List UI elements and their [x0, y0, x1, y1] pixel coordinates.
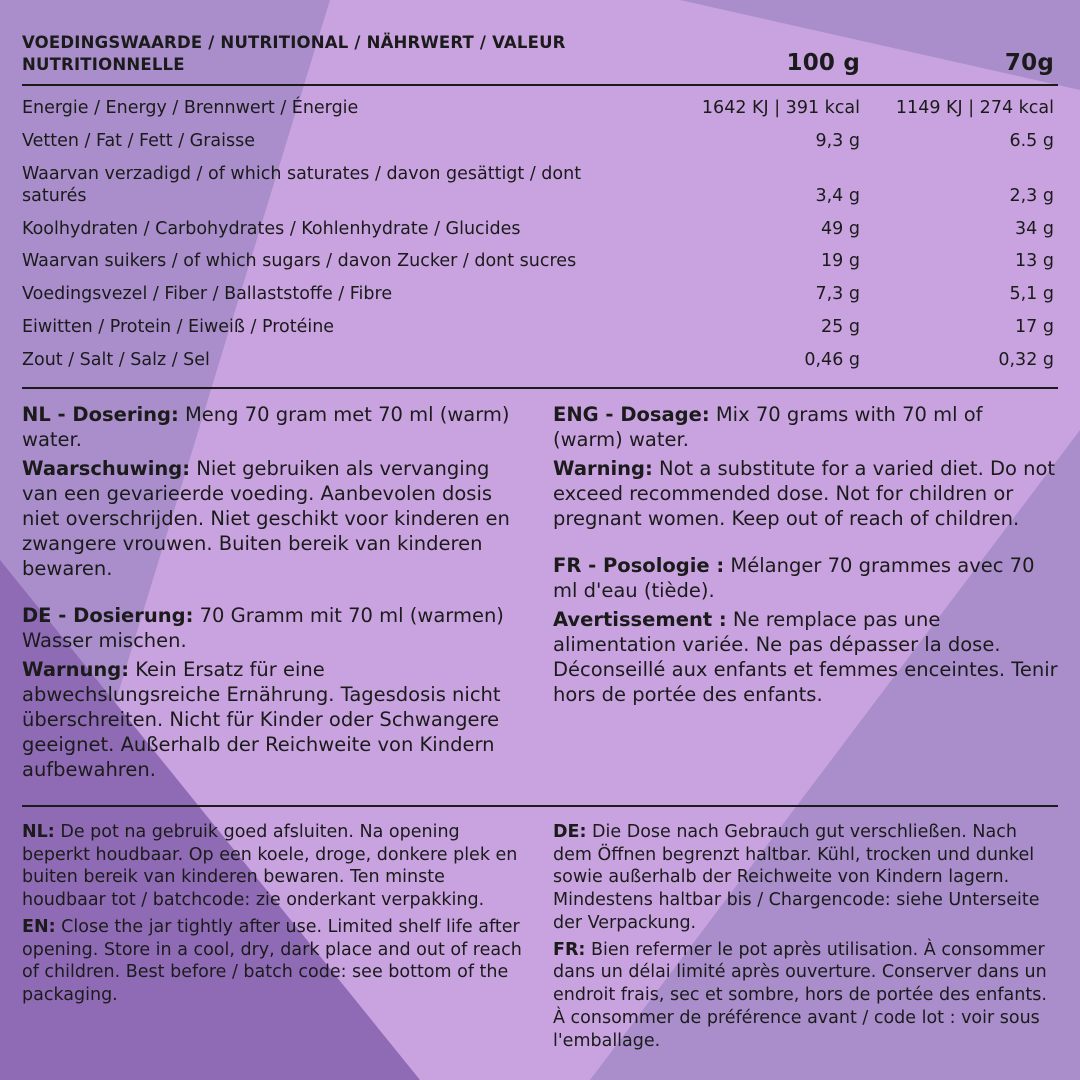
warning-nl-text: Niet gebruiken als vervanging van een gevarieerde voeding. Aanbevolen dosis niet overschrijden. Niet geschikt voor kinderen en zwangere vrouwen. Buiten bereik van kinderen bewaren.	[22, 457, 510, 581]
table-row	[22, 213, 1058, 246]
nutrient-value-70g: 6.5 g	[1009, 130, 1054, 151]
nutrient-label: Koolhydraten / Carbohydrates / Kohlenhydrate / Glucides	[22, 218, 521, 239]
nutrient-value-100g: 49 g	[821, 218, 860, 239]
storage-en	[22, 916, 527, 1007]
nutrient-label: Waarvan suikers / of which sugars / davon Zucker / dont sucres	[22, 251, 577, 272]
storage-de-text: Die Dose nach Gebrauch gut verschließen. Nach dem Öffnen begrenzt haltbar. Kühl, trocken und dunkel sowie außerhalb der Reichweite von Kindern lagern. Mindestens haltbar bis / Chargencode: siehe Unterseite der Verpackung.	[553, 821, 1040, 933]
warning-de-text: Kein Ersatz für eine abwechslungsreiche Ernährung. Tagesdosis nicht überschreiten. Nicht für Kinder oder Schwangere geeignet. Außerhalb der Reichweite von Kindern aufbewahren.	[22, 657, 501, 781]
warning-nl-title: Waarschuwing:	[22, 457, 191, 481]
divider-after-table	[22, 387, 1058, 389]
warning-de-title: Warnung:	[22, 657, 129, 681]
storage-nl-title: NL:	[22, 821, 55, 842]
dosage-nl	[22, 403, 527, 453]
table-row	[22, 158, 1058, 213]
nutrient-value-70g: 0,32 g	[998, 350, 1054, 371]
storage-en-title: EN:	[22, 916, 56, 937]
storage-fr	[553, 939, 1058, 1053]
dosage-eng-text: Mix 70 grams with 70 ml of (warm) water.	[553, 403, 983, 452]
nutrient-value-100g: 3,4 g	[815, 185, 860, 206]
nutrient-value-70g: 2,3 g	[1009, 185, 1054, 206]
dosage-eng-title: ENG - Dosage:	[553, 403, 710, 427]
storage-column-left	[22, 821, 527, 1057]
nutrient-value-70g: 5,1 g	[1009, 284, 1054, 305]
dosage-nl-text: Meng 70 gram met 70 ml (warm) water.	[22, 403, 510, 452]
nutrition-header-col-100g: 100 g	[786, 50, 860, 77]
nutrient-label: Waarvan verzadigd / of which saturates / davon gesättigt / dont saturés	[22, 163, 582, 206]
storage-en-text: Close the jar tightly after use. Limited shelf life after opening. Store in a cool, dry, dark place and out of reach of children. Best before / batch code: see bottom of the packaging.	[22, 916, 522, 1005]
nutrition-table	[22, 26, 1058, 377]
warning-fr-title: Avertissement :	[553, 608, 727, 632]
nutrient-label: Eiwitten / Protein / Eiweiß / Protéine	[22, 317, 335, 338]
nutrition-header-label: VOEDINGSWAARDE / NUTRITIONAL / NÄHRWERT / VALEUR NUTRITIONNELLE	[22, 32, 566, 74]
storage-section	[22, 821, 1058, 1057]
warning-fr-text: Ne remplace pas une alimentation variée. Ne pas dépasser la dose. Déconseillé aux enfants et femmes enceintes. Tenir hors de portée des enfants.	[553, 608, 1058, 706]
nutrition-header-row	[22, 26, 1058, 85]
dosage-de-title: DE - Dosierung:	[22, 604, 194, 628]
warning-eng-title: Warning:	[553, 457, 653, 481]
storage-fr-text: Bien refermer le pot après utilisation. À consommer dans un délai limité après ouverture. Conserver dans un endroit frais, sec et sombre, hors de portée des enfants. À consommer de préférence avant / code lot : voir sous l'emballage.	[553, 939, 1047, 1051]
nutrient-value-70g: 34 g	[1015, 218, 1054, 239]
table-row	[22, 246, 1058, 279]
warning-de	[22, 658, 527, 783]
nutrition-table-head	[22, 26, 1058, 85]
nutrient-value-70g: 1149 KJ | 274 kcal	[895, 98, 1054, 119]
nutrition-table-body	[22, 85, 1058, 377]
storage-column-right	[553, 821, 1058, 1057]
warning-eng	[553, 457, 1058, 532]
warning-eng-text: Not a substitute for a varied diet. Do not exceed recommended dose. Not for children or pregnant women. Keep out of reach of children.	[553, 457, 1056, 531]
dosage-column-left	[22, 403, 527, 786]
table-row	[22, 345, 1058, 378]
table-row	[22, 312, 1058, 345]
storage-de-title: DE:	[553, 821, 587, 842]
dosage-nl-title: NL - Dosering:	[22, 403, 179, 427]
nutrient-value-100g: 9,3 g	[815, 130, 860, 151]
table-row	[22, 125, 1058, 158]
nutrient-label: Energie / Energy / Brennwert / Énergie	[22, 98, 359, 119]
table-row	[22, 279, 1058, 312]
divider-before-storage	[22, 805, 1058, 807]
nutrient-value-100g: 1642 KJ | 391 kcal	[701, 98, 860, 119]
dosage-de-text: 70 Gramm mit 70 ml (warmen) Wasser mischen.	[22, 604, 504, 653]
dosage-fr	[553, 554, 1058, 604]
storage-nl	[22, 821, 527, 912]
storage-fr-title: FR:	[553, 939, 586, 960]
dosage-de	[22, 604, 527, 654]
warning-nl	[22, 457, 527, 582]
storage-nl-text: De pot na gebruik goed afsluiten. Na opening beperkt houdbaar. Op een koele, droge, donkere plek en buiten bereik van kinderen bewaren. Ten minste houdbaar tot / batchcode: zie onderkant verpakking.	[22, 821, 518, 910]
nutrient-value-70g: 17 g	[1015, 317, 1054, 338]
dosage-fr-text: Mélanger 70 grammes avec 70 ml d'eau (tiède).	[553, 554, 1035, 603]
table-row	[22, 85, 1058, 125]
dosage-eng	[553, 403, 1058, 453]
nutrient-label: Zout / Salt / Salz / Sel	[22, 350, 210, 371]
nutrient-value-100g: 0,46 g	[804, 350, 860, 371]
nutrient-label: Voedingsvezel / Fiber / Ballaststoffe / Fibre	[22, 284, 393, 305]
nutrient-value-100g: 7,3 g	[815, 284, 860, 305]
nutrient-value-100g: 25 g	[821, 317, 860, 338]
nutrient-label: Vetten / Fat / Fett / Graisse	[22, 130, 256, 151]
dosage-section	[22, 403, 1058, 786]
dosage-column-right	[553, 403, 1058, 786]
nutrition-header-col-70g: 70g	[1004, 50, 1054, 77]
storage-de	[553, 821, 1058, 935]
dosage-fr-title: FR - Posologie :	[553, 554, 725, 578]
nutrient-value-100g: 19 g	[821, 251, 860, 272]
warning-fr	[553, 608, 1058, 708]
nutrient-value-70g: 13 g	[1015, 251, 1054, 272]
